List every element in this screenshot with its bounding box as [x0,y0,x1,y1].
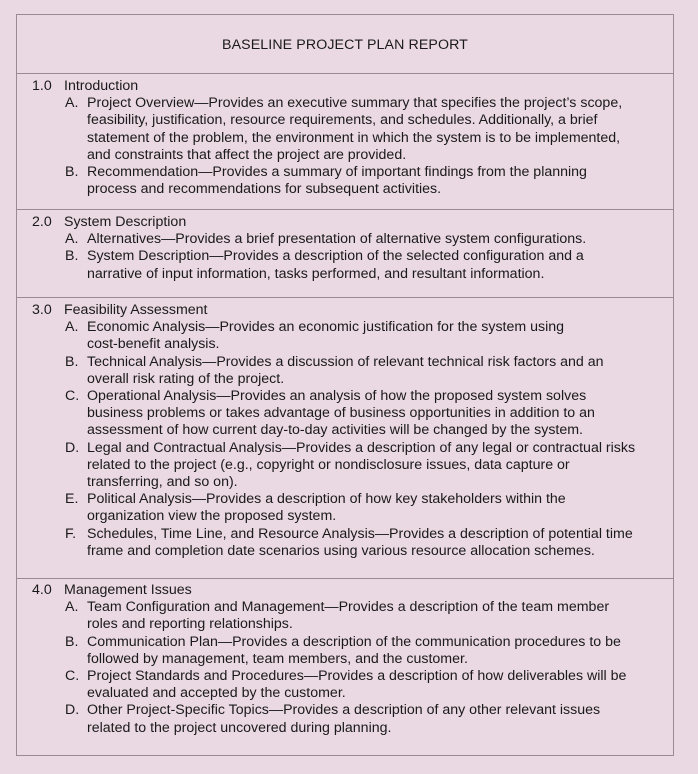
list-item [17,354,673,388]
section-title: Feasibility Assessment [64,302,208,318]
item-text-line: Communication Plan—Provides a description of the communication procedures to be [87,633,621,650]
list-item [17,164,673,198]
section-title: Management Issues [64,582,192,598]
item-letter: B. [65,164,79,181]
item-text-line: assessment of how current day-to-day activities will be changed by the system. [87,422,584,439]
list-item [17,491,673,525]
section-heading [17,214,673,231]
item-description [87,95,651,164]
item-text-line: Project Overview—Provides an executive summary that specifies the project’s scope, [87,95,623,112]
list-item [17,668,673,702]
item-text-line: evaluated and accepted by the customer. [87,685,346,702]
item-text-line: Technical Analysis—Provides a discussion of relevant technical risk factors and an [87,353,604,370]
section-number: 3.0 [32,302,52,318]
item-text-line: Schedules, Time Line, and Resource Analysis—Provides a description of potential time [87,525,633,542]
item-description [87,319,651,353]
item-letter: C. [65,388,80,405]
item-text-line: overall risk rating of the project. [87,370,285,387]
item-description [87,164,651,198]
item-letter: D. [65,439,80,456]
section-items [17,599,673,737]
section-items [17,95,673,198]
section-number: 2.0 [32,214,52,230]
list-item [17,440,673,492]
item-text-line: business problems or takes advantage of business opportunities in addition to an [87,405,595,422]
list-item [17,231,673,248]
item-text-line: Recommendation—Provides a summary of important findings from the planning [87,164,587,181]
item-text-line: related to the project uncovered during planning. [87,719,392,736]
item-letter: A. [65,599,79,616]
section-title: System Description [64,214,187,230]
section-2-0 [17,210,673,298]
section-title: Introduction [64,78,139,94]
item-letter: F. [65,525,77,542]
item-text-line: frame and completion date scenarios using various resource allocation schemes. [87,542,595,559]
section-heading [17,78,673,95]
list-item [17,95,673,164]
item-text-line: Project Standards and Procedures—Provides a description of how deliverables will be [87,668,627,685]
item-letter: A. [65,319,79,336]
list-item [17,634,673,668]
item-description [87,702,651,736]
section-3-0 [17,298,673,579]
item-text-line: Other Project-Specific Topics—Provides a description of any other relevant issues [87,702,601,719]
item-text-line: transferring, and so on). [87,474,238,491]
item-description [87,248,651,282]
item-text-line: and constraints that affect the project are provided. [87,146,407,163]
item-letter: A. [65,231,79,248]
item-text-line: System Description—Provides a description of the selected configuration and a [87,248,584,265]
item-text-line: organization view the proposed system. [87,508,337,525]
item-letter: D. [65,702,80,719]
item-letter: C. [65,668,80,685]
item-letter: B. [65,633,79,650]
item-text-line: Team Configuration and Management—Provides a description of the team member [87,599,610,616]
item-text-line: Political Analysis—Provides a description of how key stakeholders within the [87,491,566,508]
item-text-line: statement of the problem, the environment in which the system is to be implemented, [87,129,621,146]
item-description [87,491,651,525]
item-text-line: Economic Analysis—Provides an economic justification for the system using [87,319,565,336]
item-description [87,388,651,440]
item-description [87,599,651,633]
section-number: 4.0 [32,582,52,598]
item-text-line: Operational Analysis—Provides an analysis of how the proposed system solves [87,388,587,405]
item-text-line: cost-benefit analysis. [87,336,220,353]
list-item [17,319,673,353]
item-text-line: process and recommendations for subsequent activities. [87,181,442,198]
item-description [87,526,651,560]
item-text-line: related to the project (e.g., copyright or nondisclosure issues, data capture or [87,456,570,473]
item-letter: B. [65,248,79,265]
list-item [17,388,673,440]
item-description [87,231,651,248]
section-1-0 [17,74,673,210]
item-text-line: narrative of input information, tasks performed, and resultant information. [87,265,545,282]
section-items [17,319,673,560]
item-text-line: roles and reporting relationships. [87,616,293,633]
section-heading [17,582,673,599]
section-items [17,231,673,283]
list-item [17,599,673,633]
item-text-line: followed by management, team members, and the customer. [87,650,468,667]
item-letter: B. [65,353,79,370]
item-letter: A. [65,95,79,112]
item-text-line: feasibility, justification, resource requirements, and schedules. Additionally, a brief [87,112,598,129]
section-4-0 [17,579,673,759]
list-item [17,526,673,560]
section-number: 1.0 [32,78,52,94]
item-letter: E. [65,491,79,508]
list-item [17,702,673,736]
report-title: BASELINE PROJECT PLAN REPORT [17,15,673,74]
item-description [87,440,651,492]
section-heading [17,302,673,319]
report-table [16,14,674,756]
list-item [17,248,673,282]
item-text-line: Legal and Contractual Analysis—Provides a description of any legal or contractual risks [87,439,636,456]
item-description [87,634,651,668]
item-text-line: Alternatives—Provides a brief presentation of alternative system configurations. [87,231,587,248]
item-description [87,354,651,388]
report-sections [17,74,673,759]
item-description [87,668,651,702]
